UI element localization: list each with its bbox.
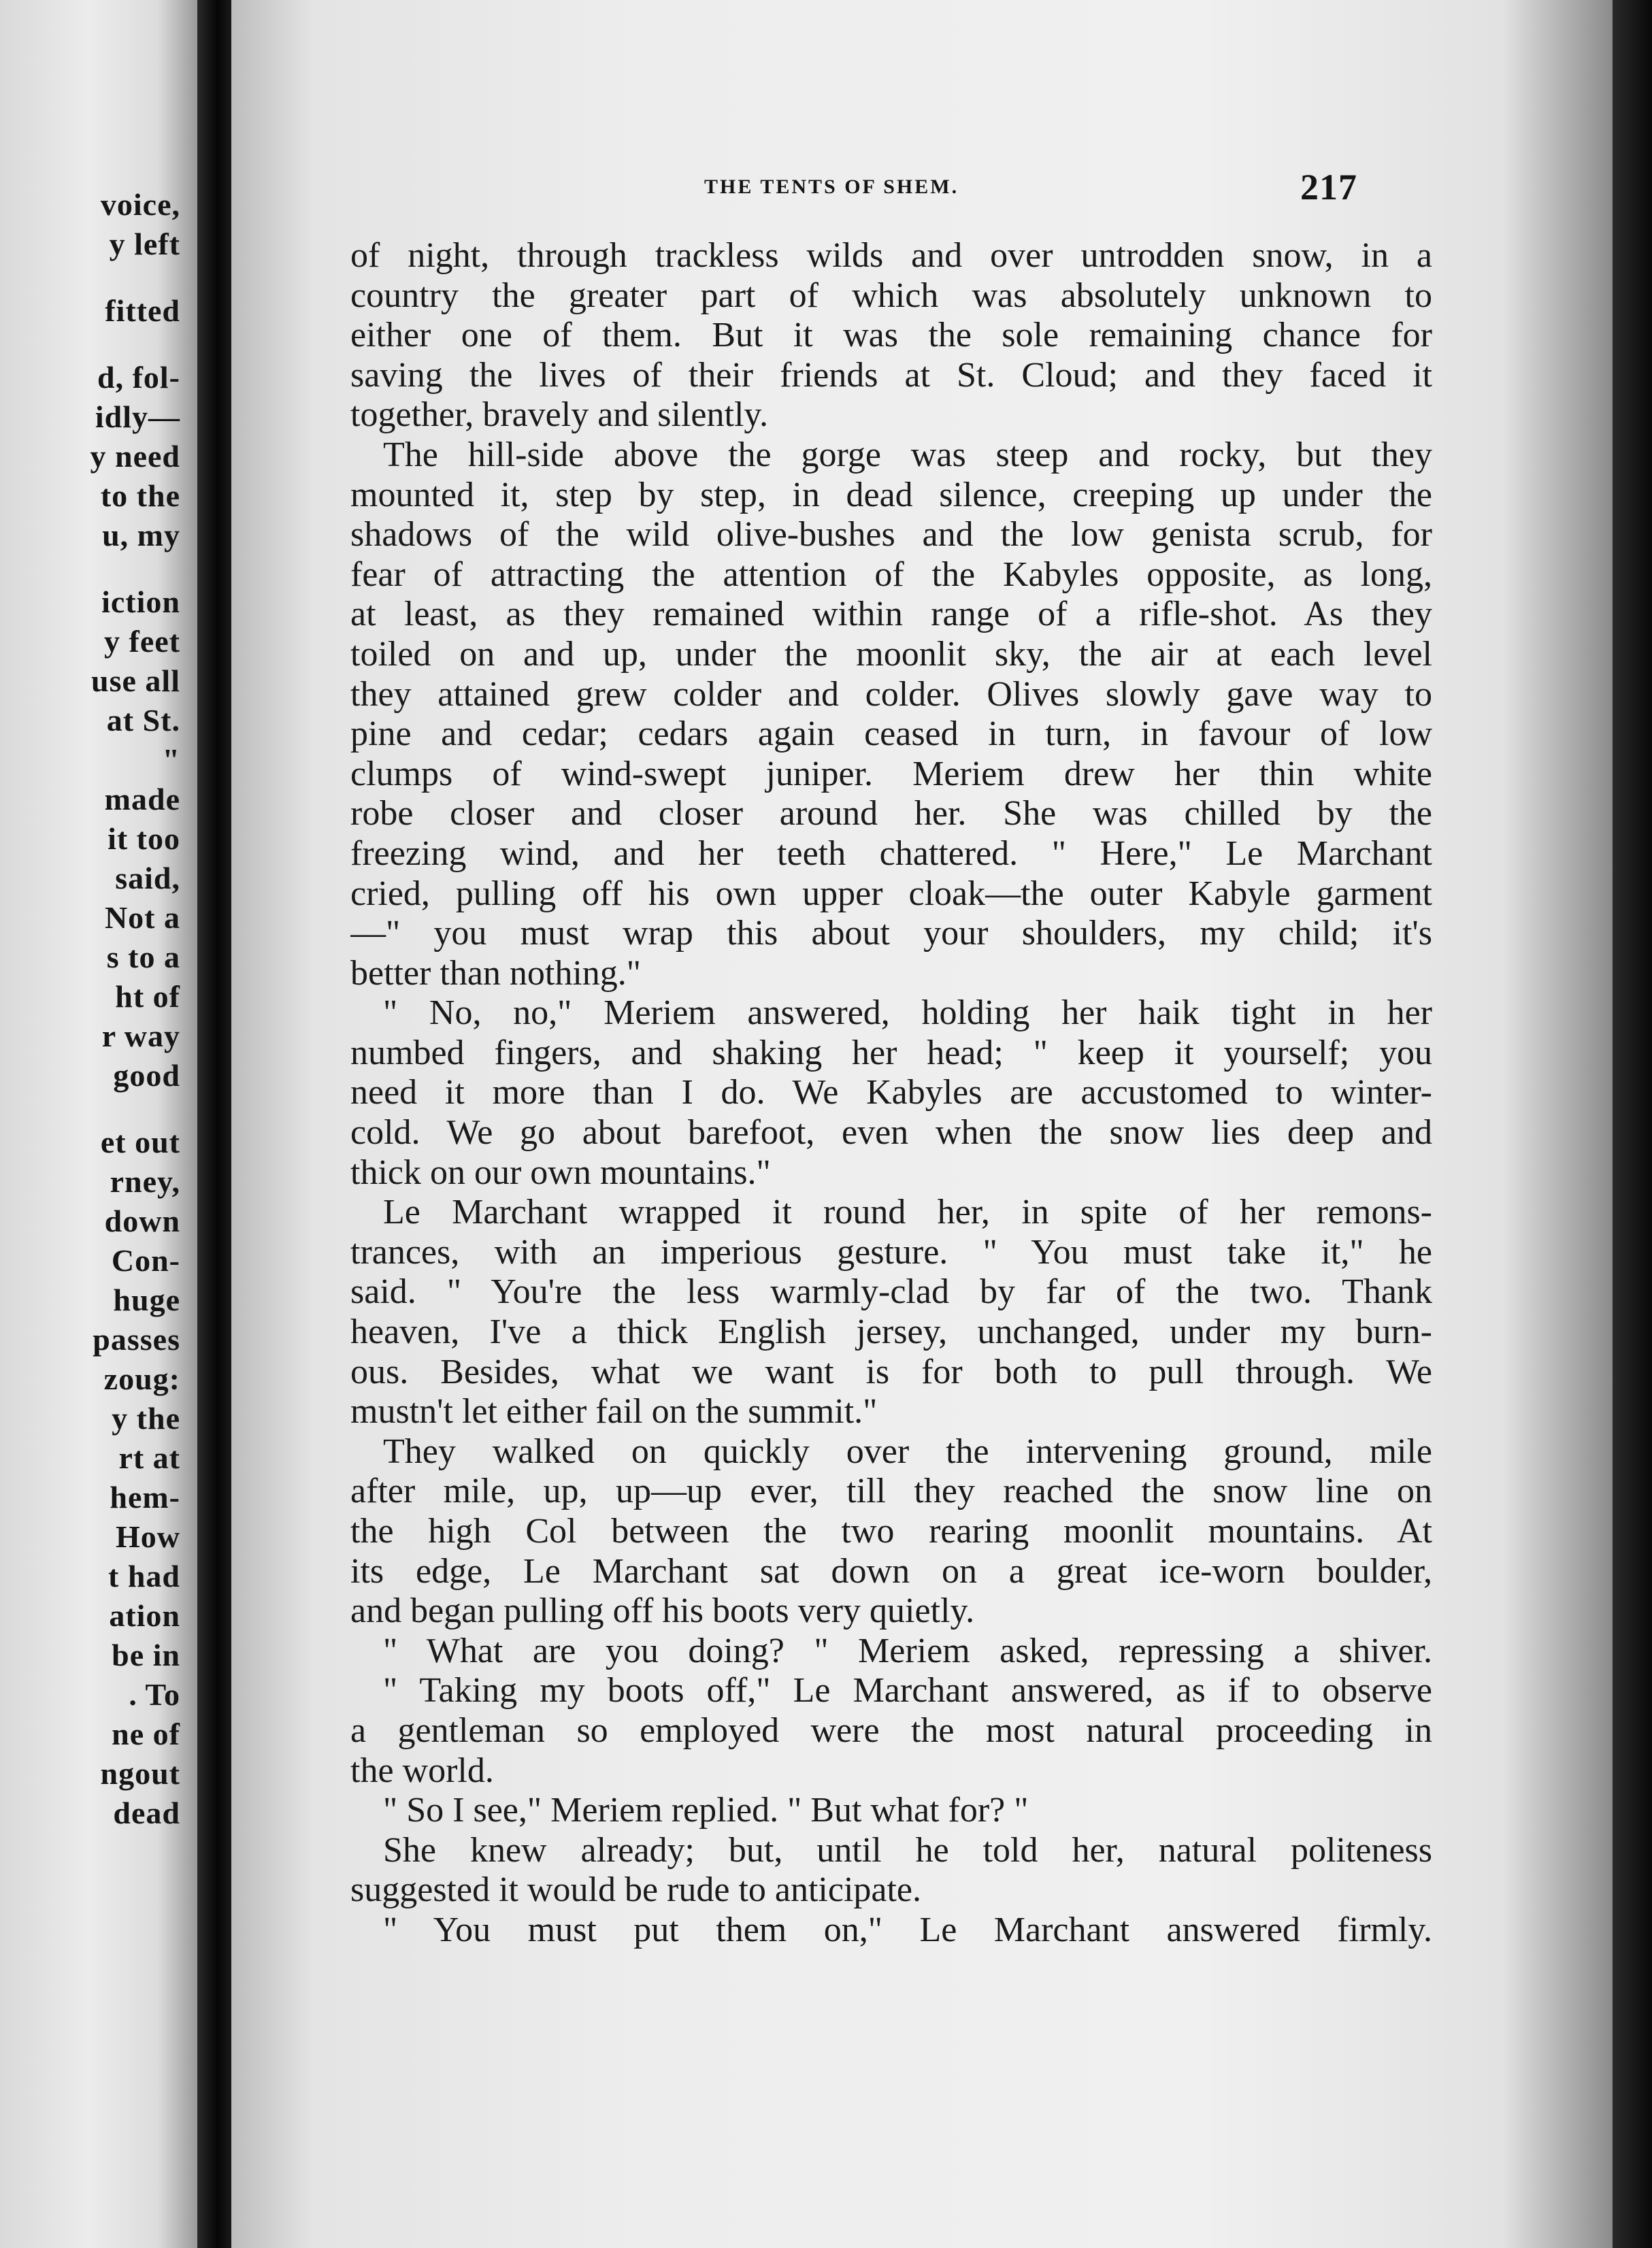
facing-page-line [0, 555, 180, 582]
facing-page-line: voice, [100, 187, 180, 222]
facing-page-line: down [104, 1204, 180, 1238]
text-line: better than nothing." [350, 953, 642, 993]
text-line: Le Marchant wrapped it round her, in spite of her remons- [383, 1193, 1432, 1232]
facing-page-line: How [116, 1519, 180, 1554]
text-line: at least, as they remained within range of a rifle-shot. As they [350, 595, 1432, 634]
facing-page-line: s to a [106, 940, 180, 974]
text-line: trances, with an imperious gesture. " You must take it," he [350, 1232, 1432, 1272]
text-line: " No, no," Meriem answered, holding her haik tight in her [383, 993, 1432, 1033]
facing-page-line: Con- [111, 1243, 180, 1278]
text-line: suggested it would be rude to anticipate. [350, 1870, 922, 1910]
facing-page-text [0, 185, 180, 1833]
facing-page-line: t had [108, 1559, 180, 1593]
facing-page-line: dead [113, 1796, 180, 1830]
text-line: heaven, I've a thick English jersey, unchanged, under my burn- [350, 1312, 1432, 1352]
text-line: cold. We go about barefoot, even when the snow lies deep and [350, 1113, 1432, 1153]
facing-page [0, 0, 197, 2248]
text-line: clumps of wind-swept juniper. Meriem drew her thin white [350, 754, 1432, 793]
facing-page-line: iction [101, 584, 180, 619]
facing-page-line: y need [90, 439, 180, 474]
text-line: They walked on quickly over the intervening ground, mile [383, 1432, 1432, 1471]
facing-page-line: passes [93, 1322, 180, 1357]
text-line: numbed fingers, and shaking her head; " keep it yourself; you [350, 1033, 1432, 1072]
facing-page-line: y the [112, 1401, 180, 1436]
text-line: they attained grew colder and colder. Olives slowly gave way to [350, 674, 1432, 714]
body-text [350, 236, 1432, 1951]
text-line: cried, pulling off his own upper cloak—the outer Kabyle garment [350, 874, 1432, 913]
facing-page-line: . To [129, 1677, 180, 1712]
text-line: fear of attracting the attention of the Kabyles opposite, as long, [350, 555, 1432, 594]
running-head [480, 169, 1357, 210]
facing-page-line: rt at [118, 1440, 180, 1475]
text-line: said. " You're the less warmly-clad by far of the two. Thank [350, 1272, 1432, 1312]
facing-page-line: u, my [102, 518, 180, 552]
text-line: She knew already; but, until he told her, natural politeness [383, 1830, 1432, 1870]
facing-page-line: hem- [110, 1480, 180, 1515]
facing-page-line: Not a [104, 900, 180, 935]
text-line: " You must put them on," Le Marchant answered firmly. [383, 1910, 1432, 1949]
facing-page-line: made [104, 782, 180, 816]
text-line: either one of them. But it was the sole remaining chance for [350, 316, 1432, 355]
facing-page-line: use all [91, 663, 180, 698]
text-line: mustn't let either fail on the summit." [350, 1392, 878, 1432]
running-title: THE TENTS OF SHEM. [704, 176, 959, 198]
text-line: a gentleman so employed were the most natural proceeding in [350, 1710, 1432, 1750]
text-line: " Taking my boots off," Le Marchant answered, as if to observe [383, 1671, 1432, 1710]
facing-page-line: " [162, 742, 180, 777]
text-line: —" you must wrap this about your shoulders, my child; it's [350, 914, 1432, 953]
facing-page-line: said, [115, 861, 180, 895]
text-line: together, bravely and silently. [350, 395, 769, 435]
text-line: pine and cedar; cedars again ceased in turn, in favour of low [350, 714, 1432, 754]
facing-page-line: ation [109, 1598, 180, 1633]
facing-page-line: at St. [106, 703, 180, 738]
text-line: saving the lives of their friends at St. Cloud; and they faced it [350, 355, 1432, 395]
facing-page-line: rney, [110, 1164, 180, 1199]
facing-page-line: y left [109, 227, 180, 261]
text-line: and began pulling off his boots very quietly. [350, 1591, 975, 1631]
text-line: of night, through trackless wilds and over untrodden snow, in a [350, 236, 1432, 275]
facing-page-line: ne of [112, 1717, 180, 1751]
facing-page-line: idly— [95, 399, 180, 434]
text-line: The hill-side above the gorge was steep and rocky, but they [383, 435, 1432, 474]
page-edge [1613, 0, 1652, 2248]
facing-page-line: it too [108, 821, 180, 856]
facing-page-line: et out [100, 1125, 180, 1159]
facing-page-line: d, fol- [97, 360, 180, 395]
facing-page-line: be in [112, 1638, 180, 1672]
text-line: mounted it, step by step, in dead silence, creeping up under the [350, 475, 1432, 514]
text-line: toiled on and up, under the moonlit sky, the air at each level [350, 634, 1432, 674]
text-line: robe closer and closer around her. She was chilled by the [350, 794, 1432, 833]
text-line: need it more than I do. We Kabyles are accustomed to winter- [350, 1073, 1432, 1112]
text-line: after mile, up, up—up ever, till they reached the snow line on [350, 1472, 1432, 1511]
text-line: shadows of the wild olive-bushes and the low genista scrub, for [350, 515, 1432, 555]
facing-page-line [0, 331, 180, 358]
page-number: 217 [1300, 167, 1357, 208]
text-line: " So I see," Meriem replied. " But what for? " [383, 1791, 1029, 1830]
facing-page-line: to the [100, 478, 180, 513]
text-line: its edge, Le Marchant sat down on a great ice-worn boulder, [350, 1551, 1432, 1591]
facing-page-line: ht of [115, 979, 180, 1014]
facing-page-line: ngout [100, 1756, 180, 1791]
facing-page-line: r way [101, 1019, 180, 1053]
text-line: thick on our own mountains." [350, 1153, 771, 1192]
facing-page-line: good [113, 1058, 180, 1093]
facing-page-line: zoug: [103, 1361, 180, 1396]
facing-page-line: y feet [104, 624, 180, 659]
text-line: the world. [350, 1751, 494, 1790]
facing-page-line: huge [113, 1283, 180, 1317]
text-line: country the greater part of which was absolutely unknown to [350, 276, 1432, 315]
text-line: " What are you doing? " Meriem asked, repressing a shiver. [383, 1631, 1432, 1670]
facing-page-line [0, 1095, 180, 1123]
text-line: freezing wind, and her teeth chattered. " Here," Le Marchant [350, 833, 1432, 873]
facing-page-line [0, 264, 180, 291]
text-line: the high Col between the two rearing moonlit mountains. At [350, 1512, 1432, 1551]
book-gutter [197, 0, 231, 2248]
facing-page-line: fitted [105, 293, 180, 328]
text-line: ous. Besides, what we want is for both to pull through. We [350, 1352, 1432, 1391]
